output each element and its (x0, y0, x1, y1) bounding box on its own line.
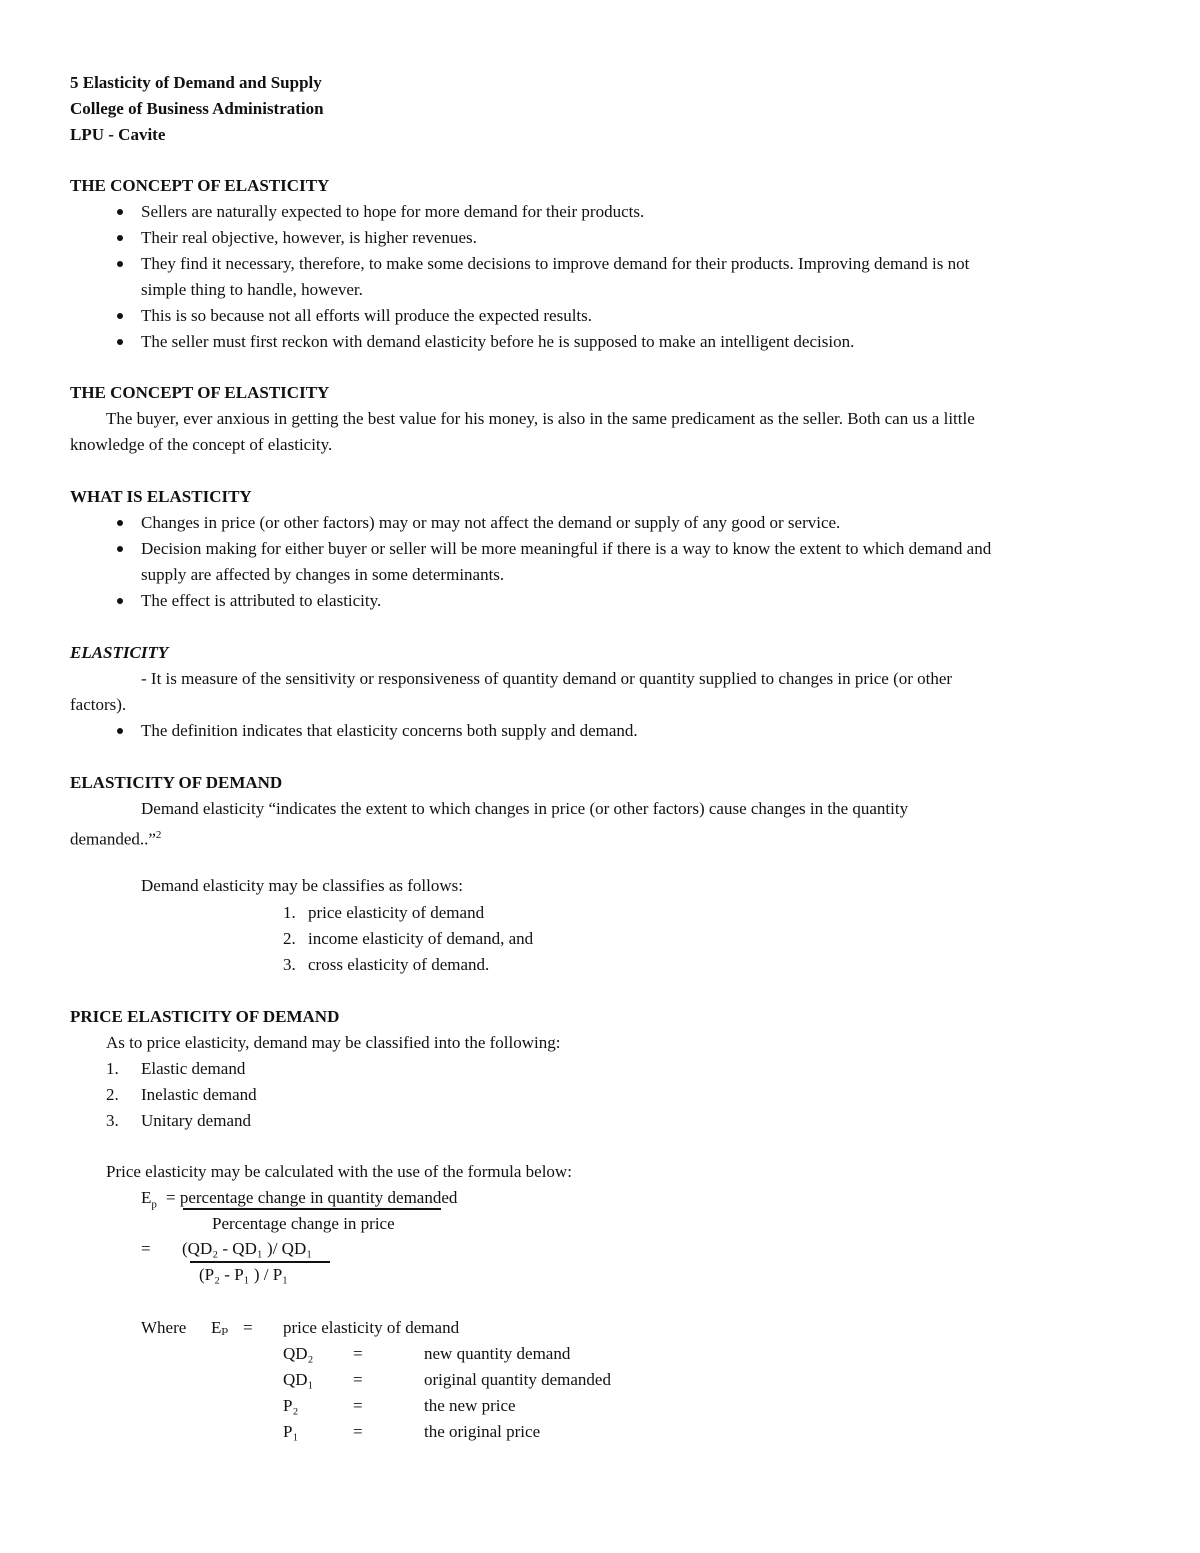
list-item: income elasticity of demand, and (308, 929, 534, 948)
list-number: 2. (283, 929, 296, 948)
footnote-ref: 2 (155, 829, 162, 841)
fraction-bar (183, 1208, 441, 1210)
paragraph-continued: knowledge of the concept of elasticity. (70, 435, 333, 454)
where-label: Where (141, 1318, 187, 1337)
definition-equals: = (243, 1318, 253, 1337)
bullet-text: This is so because not all efforts will produce the expected results. (141, 306, 593, 325)
bullet-text: The effect is attributed to elasticity. (141, 591, 382, 610)
bullet-text: Changes in price (or other factors) may or may not affect the demand or supply of any good or service. (141, 513, 841, 532)
definition-symbol: QD₂ (283, 1344, 314, 1363)
list-number: 1. (283, 903, 296, 922)
list-number: 3. (283, 955, 296, 974)
formula-numerator: (QD₂ - QD₁ )/ QD₁ (182, 1239, 313, 1258)
paragraph: The buyer, ever anxious in getting the best value for his money, is also in the same predicament as the seller. Both can us a little (106, 409, 975, 428)
formula-symbol-subscript: p (151, 1198, 157, 1211)
bullet-icon (117, 598, 123, 604)
paragraph: Demand elasticity “indicates the extent to which changes in price (or other factors) cause changes in the quantity (141, 799, 909, 818)
list-number: 2. (106, 1085, 119, 1104)
bullet-text-continued: simple thing to handle, however. (141, 280, 363, 299)
list-item: Unitary demand (141, 1111, 251, 1130)
formula-symbol (141, 1187, 157, 1215)
definition-text-continued: factors). (70, 695, 127, 714)
definition-description: the original price (424, 1422, 541, 1441)
bullet-icon (117, 728, 123, 734)
formula-equals: = (141, 1239, 151, 1258)
section-heading: THE CONCEPT OF ELASTICITY (70, 176, 330, 195)
formula-denominator: (P₂ - P₁ ) / P₁ (199, 1265, 289, 1284)
list-item: price elasticity of demand (308, 903, 485, 922)
bullet-text: Decision making for either buyer or seller will be more meaningful if there is a way to know the extent to which demand and (141, 539, 992, 558)
definition-description: original quantity demanded (424, 1370, 611, 1389)
definition-equals: = (353, 1344, 363, 1363)
definition-equals: = (353, 1370, 363, 1389)
definition-description: new quantity demand (424, 1344, 571, 1363)
section-heading: WHAT IS ELASTICITY (70, 487, 252, 506)
paragraph-continued (70, 824, 161, 851)
bullet-icon (117, 235, 123, 241)
paragraph: As to price elasticity, demand may be classified into the following: (106, 1033, 561, 1052)
college-name: College of Business Administration (70, 99, 324, 118)
bullet-text: Sellers are naturally expected to hope for more demand for their products. (141, 202, 645, 221)
bullet-text: Their real objective, however, is higher revenues. (141, 228, 477, 247)
list-number: 1. (106, 1059, 119, 1078)
definition-text: - It is measure of the sensitivity or responsiveness of quantity demand or quantity supplied to changes in price (or other (141, 669, 953, 688)
bullet-text: They find it necessary, therefore, to make some decisions to improve demand for their products. Improving demand is not (141, 254, 970, 273)
definition-equals: = (353, 1396, 363, 1415)
section-heading: ELASTICITY (70, 643, 169, 662)
bullet-icon (117, 209, 123, 215)
list-item: cross elasticity of demand. (308, 955, 490, 974)
formula-numerator: = percentage change in quantity demanded (166, 1188, 458, 1207)
definition-symbol: P₁ (283, 1422, 299, 1441)
bullet-icon (117, 261, 123, 267)
definition-description: price elasticity of demand (283, 1318, 460, 1337)
bullet-text: The seller must first reckon with demand elasticity before he is supposed to make an intelligent decision. (141, 332, 855, 351)
paragraph: Price elasticity may be calculated with the use of the formula below: (106, 1162, 572, 1181)
definition-symbol: P₂ (283, 1396, 299, 1415)
definition-symbol: QD₁ (283, 1370, 314, 1389)
fraction-bar (190, 1261, 330, 1263)
definition-description: the new price (424, 1396, 516, 1415)
list-item: Inelastic demand (141, 1085, 257, 1104)
definition-symbol: Eₚ (211, 1318, 229, 1337)
section-heading: PRICE ELASTICITY OF DEMAND (70, 1007, 340, 1026)
paragraph-text: demanded..” (70, 829, 156, 849)
document-title: 5 Elasticity of Demand and Supply (70, 73, 322, 92)
bullet-icon (117, 339, 123, 345)
section-heading: ELASTICITY OF DEMAND (70, 773, 283, 792)
list-item: Elastic demand (141, 1059, 246, 1078)
bullet-icon (117, 313, 123, 319)
section-heading: THE CONCEPT OF ELASTICITY (70, 383, 330, 402)
bullet-text-continued: supply are affected by changes in some determinants. (141, 565, 505, 584)
bullet-icon (117, 520, 123, 526)
bullet-text: The definition indicates that elasticity concerns both supply and demand. (141, 721, 638, 740)
list-number: 3. (106, 1111, 119, 1130)
bullet-icon (117, 546, 123, 552)
definition-equals: = (353, 1422, 363, 1441)
formula-denominator: Percentage change in price (212, 1214, 395, 1233)
campus-name: LPU - Cavite (70, 125, 166, 144)
formula-symbol-text: E (141, 1188, 152, 1207)
paragraph: Demand elasticity may be classifies as follows: (141, 876, 463, 895)
